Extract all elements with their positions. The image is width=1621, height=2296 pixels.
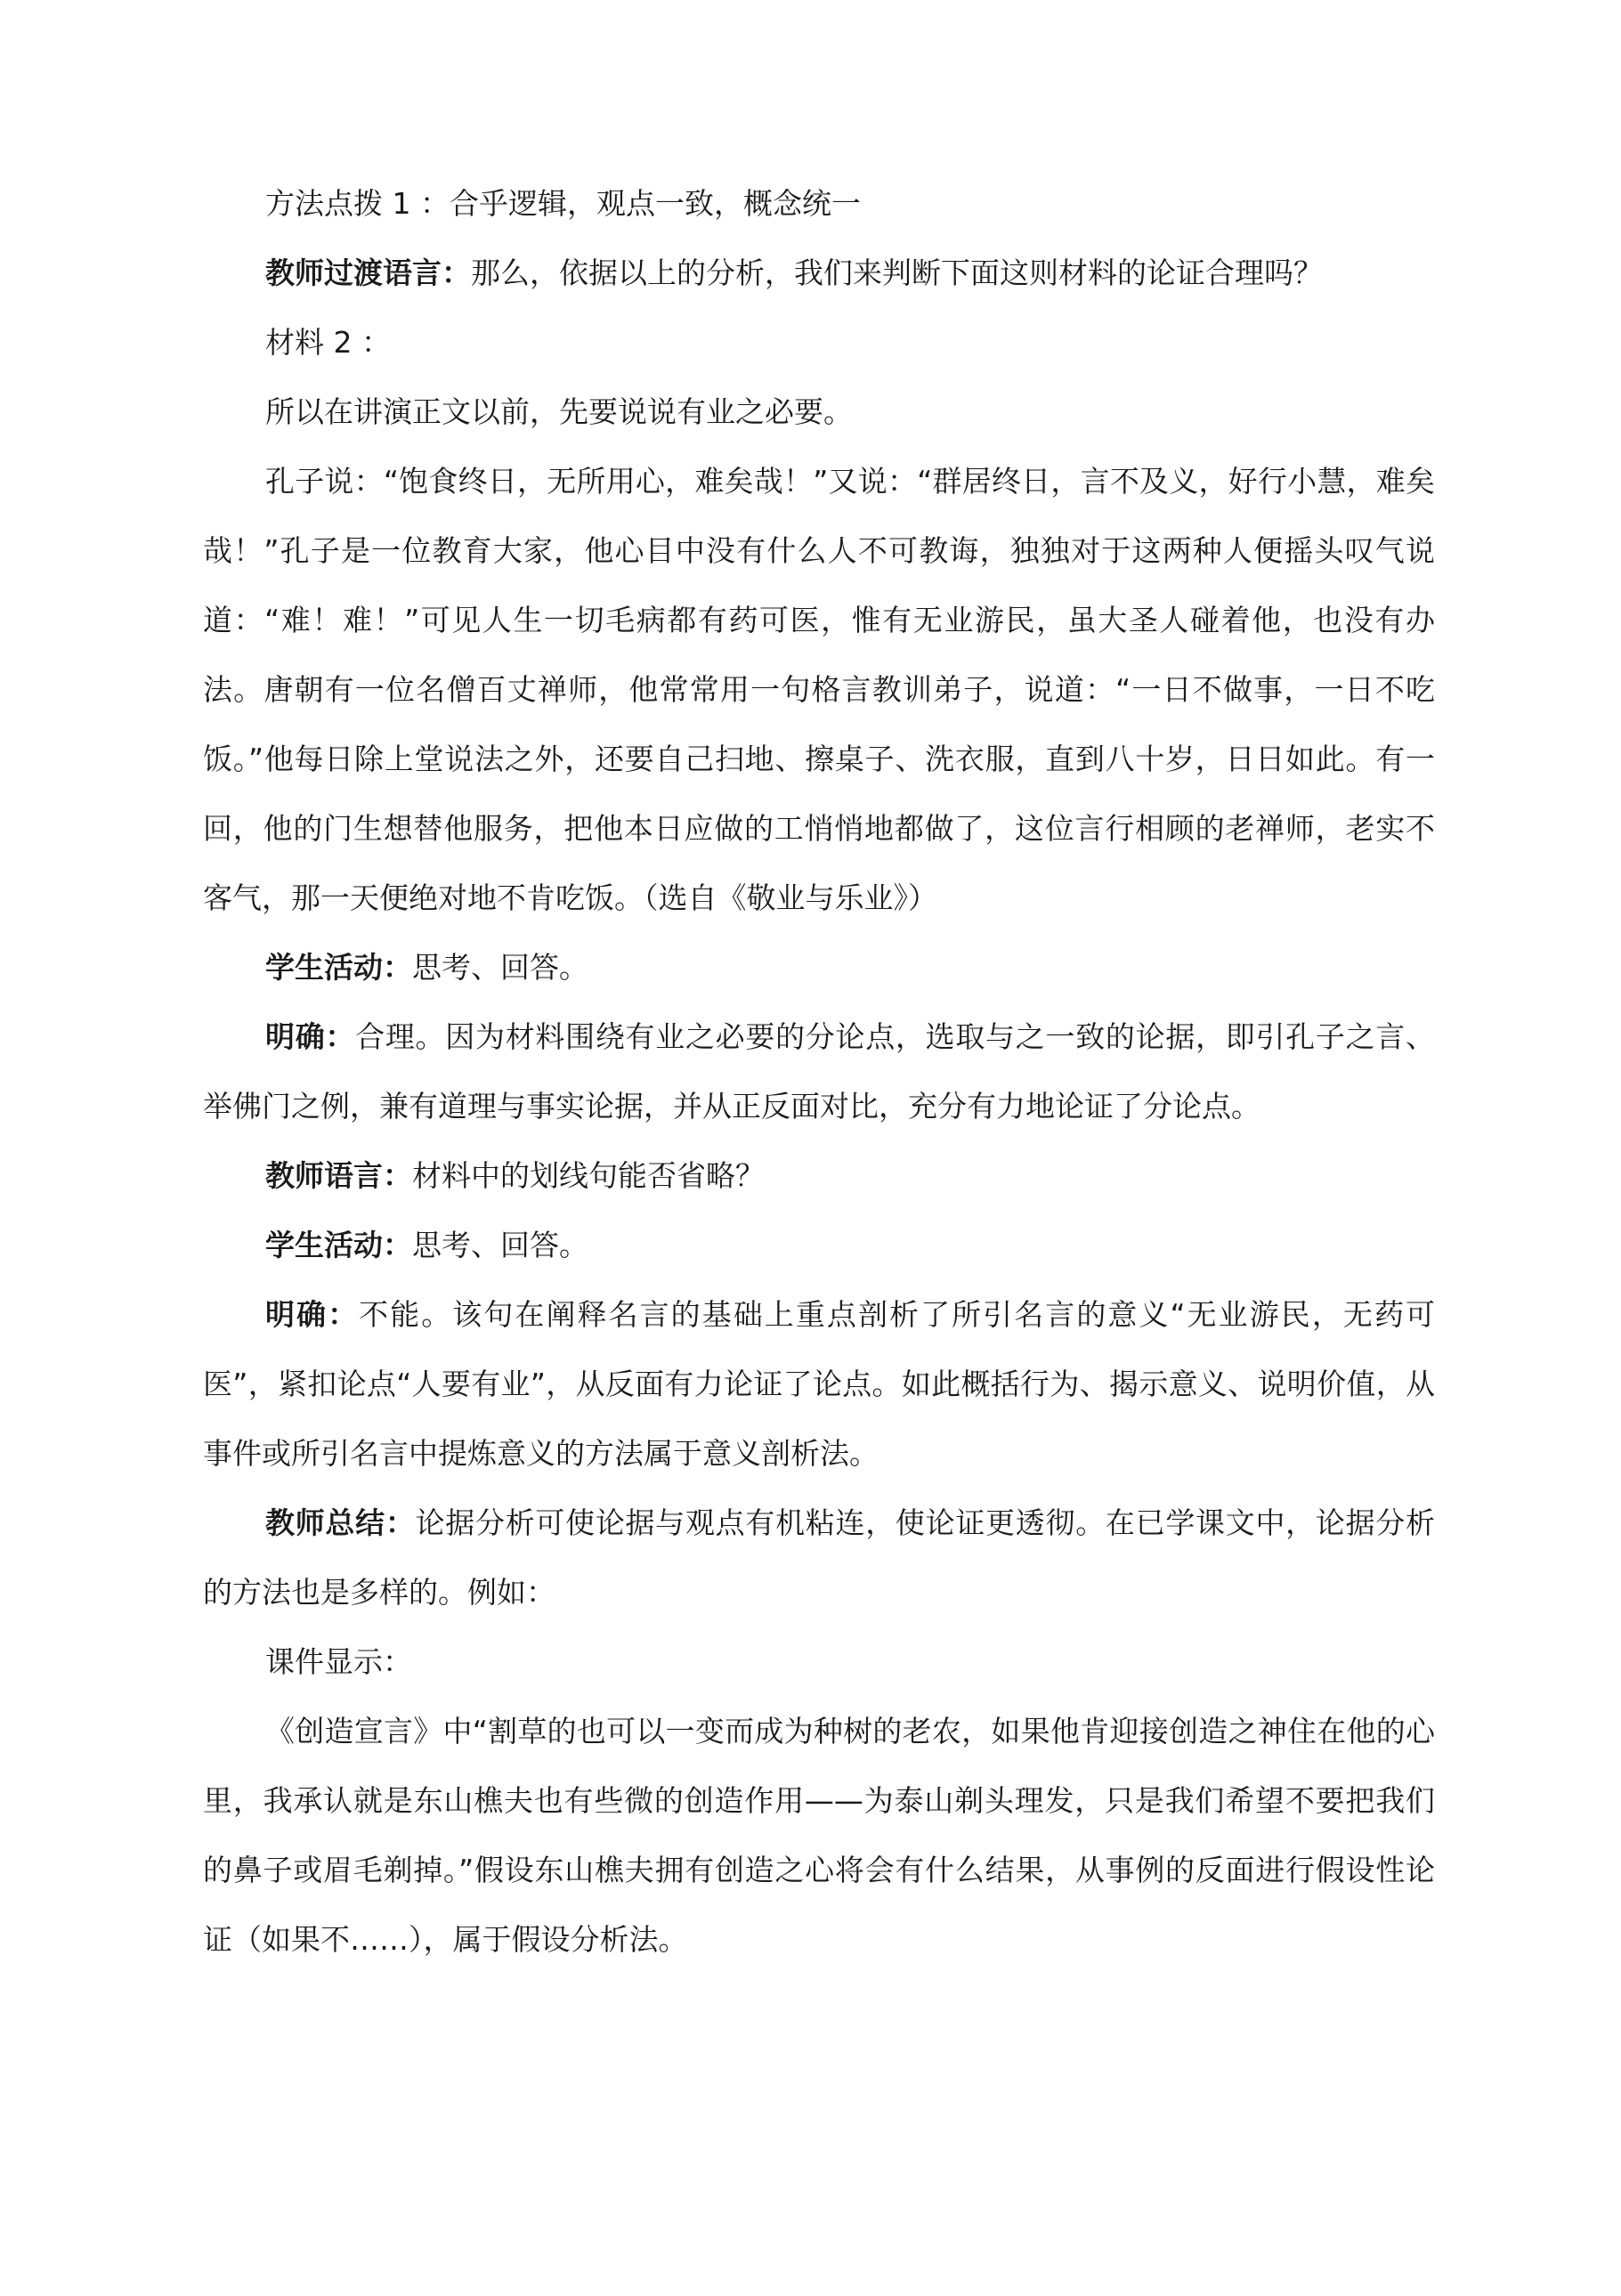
paragraph-label: 明确： [265, 1297, 360, 1332]
paragraph-label: 教师过渡语言： [265, 256, 471, 290]
paragraph-text: 思考、回答。 [412, 950, 588, 985]
paragraph-method-tip [203, 169, 1435, 239]
paragraph-clarification [203, 1280, 1435, 1489]
paragraph-courseware-heading [203, 1627, 1435, 1697]
paragraph-text: 不能。该句在阐释名言的基础上重点剖析了所引名言的意义“无业游民，无药可医”，紧扣论点“人要有业”，从反面有力论证了论点。如此概括行为、揭示意义、说明价值，从事件或所引名言中提炼意义的方法属于意义剖析法。 [203, 1297, 1435, 1471]
paragraph-text: 论据分析可使论据与观点有机粘连，使论证更透彻。在已学课文中，论据分析的方法也是多样的。例如： [203, 1505, 1436, 1610]
paragraph-material-heading [203, 308, 1435, 377]
paragraph-text: 课件显示： [265, 1644, 412, 1679]
paragraph-material-intro [203, 377, 1435, 447]
paragraph-text: 方法点拨 1 ：合乎逻辑，观点一致，概念统一 [265, 186, 861, 221]
paragraph-text: 那么，依据以上的分析，我们来判断下面这则材料的论证合理吗？ [471, 256, 1323, 290]
paragraph-label: 教师总结： [265, 1505, 416, 1540]
paragraph-text: 材料中的划线句能否省略？ [412, 1158, 765, 1193]
paragraph-label: 教师语言： [265, 1158, 412, 1193]
paragraph-text: 材料 2 ： [265, 325, 391, 360]
paragraph-label: 学生活动： [265, 950, 412, 985]
paragraph-label: 明确： [265, 1019, 356, 1054]
paragraph-teacher-transition [203, 239, 1435, 308]
paragraph-text: 孔子说：“饱食终日，无所用心，难矣哉！”又说：“群居终日，言不及义，好行小慧，难矣哉！”孔子是一位教育大家，他心目中没有什么人不可教诲，独独对于这两种人便摇头叹气说道：“难！难！”可见人生一切毛病都有药可医，惟有无业游民，虽大圣人碰着他，也没有办法。唐朝有一位名僧百丈禅师，他常常用一句格言教训弟子，说道：“一日不做事，一日不吃饭。”他每日除上堂说法之外，还要自己扫地、擦桌子、洗衣服，直到八十岁，日日如此。有一回，他的门生想替他服务，把他本日应做的工悄悄地都做了，这位言行相顾的老禅师，老实不客气，那一天便绝对地不肯吃饭。（选自《敬业与乐业》） [203, 464, 1435, 915]
paragraph-courseware-example [203, 1697, 1435, 1975]
paragraph-text: 所以在讲演正文以前，先要说说有业之必要。 [265, 394, 853, 429]
paragraph-teacher-question [203, 1141, 1435, 1211]
paragraph-clarification [203, 1002, 1435, 1141]
paragraph-student-activity [203, 933, 1435, 1002]
paragraph-teacher-summary [203, 1489, 1435, 1627]
paragraph-material-body [203, 447, 1435, 933]
paragraph-label: 学生活动： [265, 1228, 412, 1262]
paragraph-student-activity [203, 1211, 1435, 1280]
paragraph-text: 合理。因为材料围绕有业之必要的分论点，选取与之一致的论据，即引孔子之言、举佛门之例，兼有道理与事实论据，并从正反面对比，充分有力地论证了分论点。 [203, 1019, 1436, 1124]
document-body [203, 169, 1435, 1975]
paragraph-text: 《创造宣言》中“割草的也可以一变而成为种树的老农，如果他肯迎接创造之神住在他的心里，我承认就是东山樵夫也有些微的创造作用——为泰山剃头理发，只是我们希望不要把我们的鼻子或眉毛剃掉。”假设东山樵夫拥有创造之心将会有什么结果，从事例的反面进行假设性论证（如果不……），属于假设分析法。 [203, 1714, 1435, 1957]
paragraph-text: 思考、回答。 [412, 1228, 588, 1262]
